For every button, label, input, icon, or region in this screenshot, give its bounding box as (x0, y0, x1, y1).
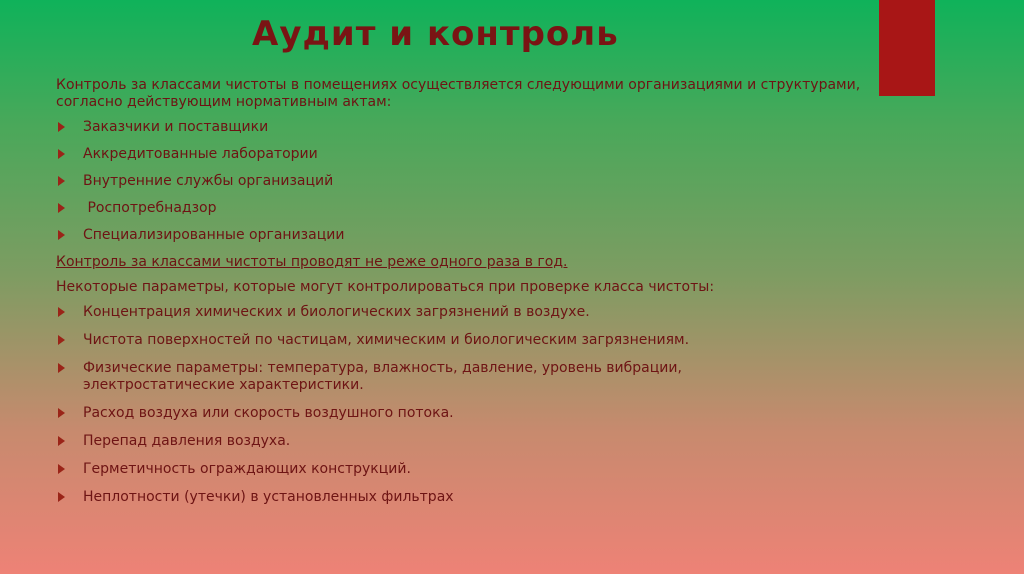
list-item (56, 461, 896, 478)
list-item-text: Роспотребнадзор (83, 200, 217, 216)
triangle-bullet-icon (58, 492, 65, 502)
triangle-bullet-icon (58, 335, 65, 345)
list-item (56, 405, 896, 422)
list-item (56, 119, 896, 136)
triangle-bullet-icon (58, 122, 65, 132)
parameters-intro: Некоторые параметры, которые могут контролироваться при проверке класса чистоты: (56, 279, 715, 295)
list-item-text: Неплотности (утечки) в установленных фильтрах (83, 489, 454, 505)
slide-body (56, 77, 896, 517)
triangle-bullet-icon (58, 203, 65, 213)
list-item-text: Заказчики и поставщики (83, 119, 269, 135)
list-item-text: Герметичность ограждающих конструкций. (83, 461, 411, 477)
triangle-bullet-icon (58, 176, 65, 186)
triangle-bullet-icon (58, 464, 65, 474)
list-item (56, 173, 896, 190)
list-item-text: Чистота поверхностей по частицам, химическим и биологическим загрязнениям. (83, 332, 690, 348)
triangle-bullet-icon (58, 363, 65, 373)
list-item-text: Специализированные организации (83, 227, 345, 243)
organizations-list (56, 119, 896, 244)
list-item (56, 360, 823, 394)
list-item-text: Внутренние службы организаций (83, 173, 334, 189)
triangle-bullet-icon (58, 436, 65, 446)
list-item-text: Перепад давления воздуха. (83, 433, 291, 449)
list-item (56, 304, 896, 321)
triangle-bullet-icon (58, 230, 65, 240)
parameters-list (56, 304, 896, 506)
list-item (56, 146, 896, 163)
list-item-text: Расход воздуха или скорость воздушного потока. (83, 405, 454, 421)
slide-title: Аудит и контроль (252, 14, 619, 54)
frequency-note: Контроль за классами чистоты проводят не реже одного раза в год. (56, 254, 568, 270)
triangle-bullet-icon (58, 307, 65, 317)
intro-paragraph: Контроль за классами чистоты в помещениях осуществляется следующими организациями и структурами, согласно действующим нормативным актам: (56, 77, 861, 110)
list-item-text: Аккредитованные лаборатории (83, 146, 318, 162)
list-item (56, 332, 896, 349)
list-item (56, 489, 896, 506)
list-item-text: Физические параметры: температура, влажность, давление, уровень вибрации, электростатические характеристики. (83, 360, 682, 393)
list-item-text: Концентрация химических и биологических загрязнений в воздухе. (83, 304, 590, 320)
list-item (56, 433, 896, 450)
triangle-bullet-icon (58, 149, 65, 159)
list-item (56, 200, 896, 217)
triangle-bullet-icon (58, 408, 65, 418)
list-item (56, 227, 896, 244)
